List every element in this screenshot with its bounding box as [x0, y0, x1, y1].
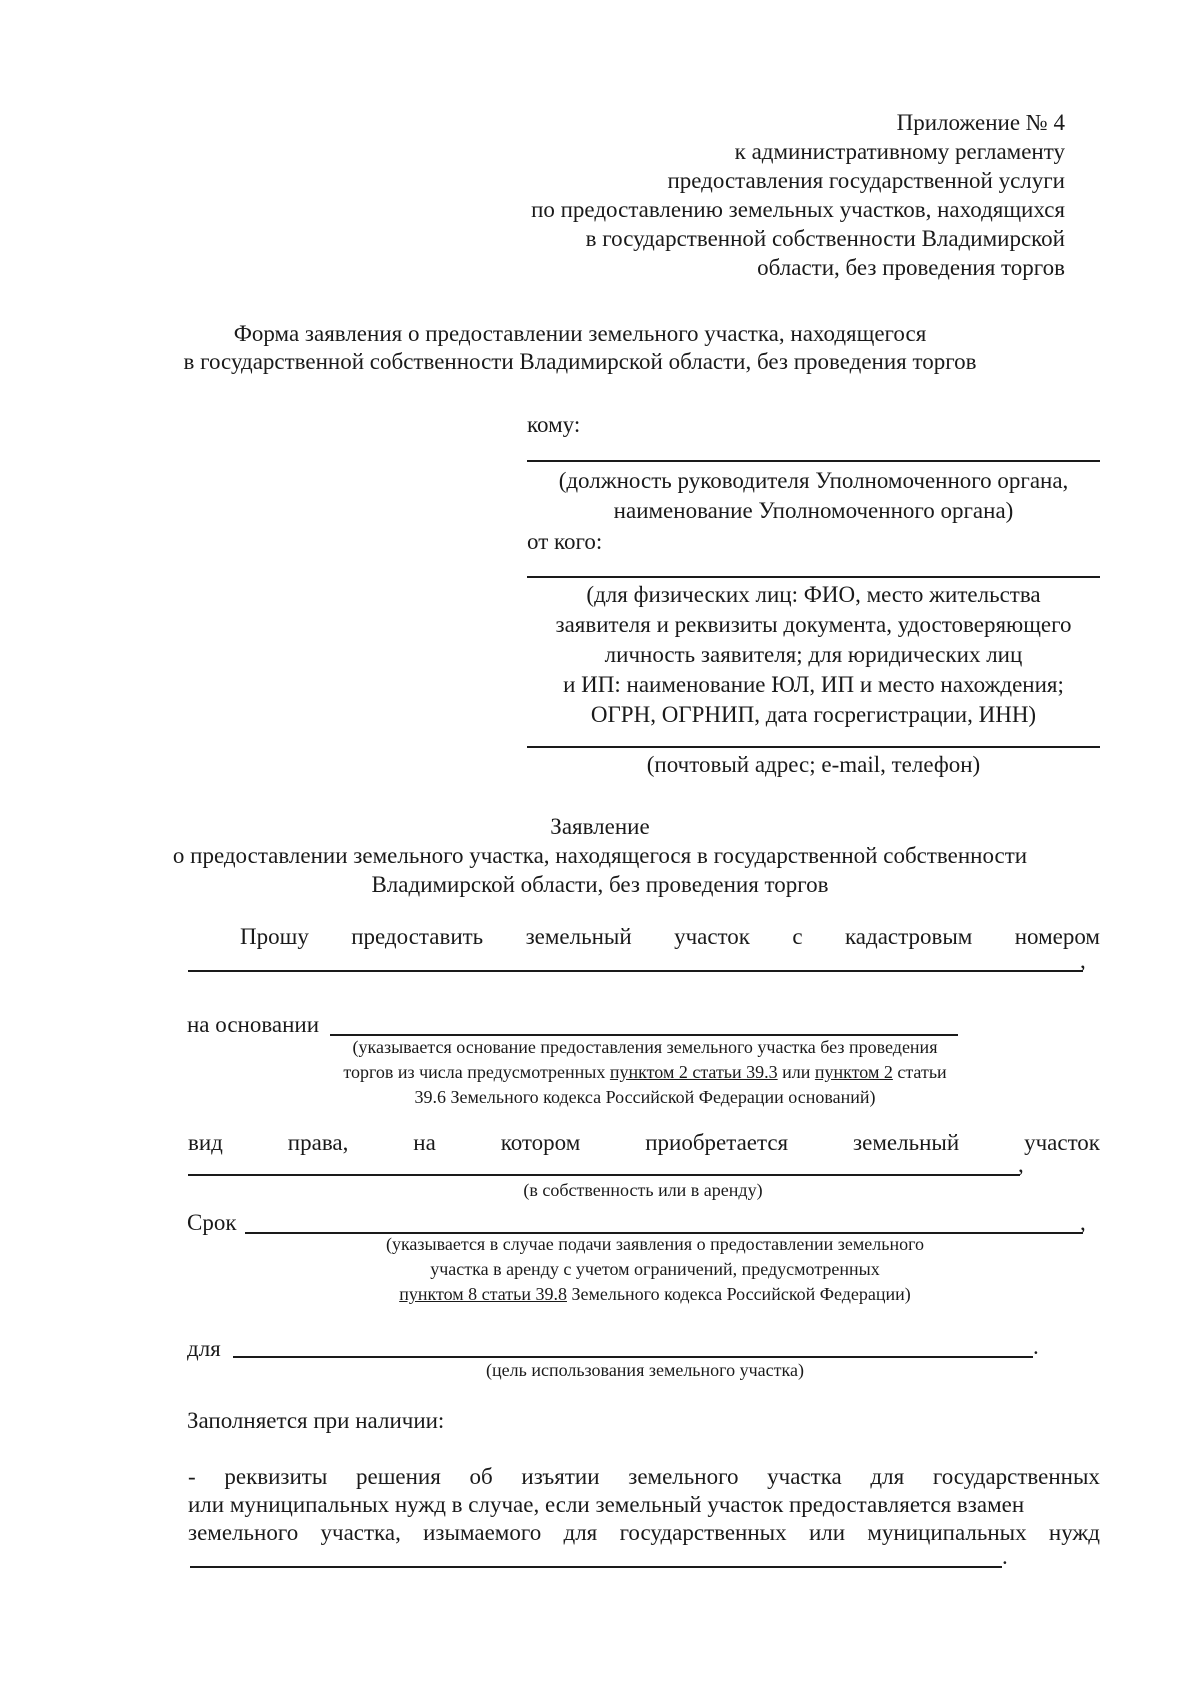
optional-paragraph-line: или муниципальных нужд в случае, если земельный участок предоставляется взамен	[188, 1492, 1025, 1517]
term-hint-line: пунктом 8 статьи 39.8 Земельного кодекса Российской Федерации)	[399, 1284, 911, 1304]
from-hint-line: (для физических лиц: ФИО, место жительства	[586, 582, 1041, 607]
cadastral-number-line[interactable]	[188, 970, 1083, 972]
form-title-line: в государственной собственности Владимирской области, без проведения торгов	[183, 349, 977, 374]
period: .	[1002, 1544, 1008, 1569]
request-line	[240, 922, 1100, 952]
appendix-title: Приложение № 4	[896, 110, 1065, 135]
appendix-line: к административному регламенту	[734, 139, 1065, 164]
optional-paragraph-line	[188, 1518, 1100, 1548]
from-hint-line: личность заявителя; для юридических лиц	[604, 642, 1023, 667]
term-hint	[290, 1232, 1020, 1307]
term-hint-line: (указывается в случае подачи заявления о предоставлении земельного	[385, 1234, 925, 1254]
statement-subtitle: о предоставлении земельного участка, находящегося в государственной собственности	[172, 843, 1028, 868]
optional-label: Заполняется при наличии:	[187, 1408, 445, 1433]
request-word: номером	[1014, 924, 1100, 949]
basis-hint	[240, 1035, 1050, 1110]
paragraph-word: нужд	[1048, 1520, 1100, 1545]
law-reference-link[interactable]: пунктом 8 статьи 39.8	[399, 1284, 567, 1304]
form-title-line: Форма заявления о предоставлении земельного участка, находящегося	[233, 321, 927, 346]
right-type-word: на	[413, 1130, 436, 1155]
paragraph-word: изымаемого	[423, 1520, 542, 1545]
appendix-line: области, без проведения торгов	[757, 255, 1065, 280]
comma: ,	[1018, 1152, 1024, 1177]
right-type-word: участок	[1024, 1130, 1100, 1155]
comma: ,	[1080, 948, 1086, 973]
statement-subtitle: Владимирской области, без проведения торгов	[371, 872, 829, 897]
paragraph-word: земельного	[188, 1520, 299, 1545]
to-hint-line: (должность руководителя Уполномоченного органа,	[558, 468, 1069, 493]
paragraph-word: изъятии	[521, 1464, 600, 1489]
appendix-line: предоставления государственной услуги	[667, 168, 1065, 193]
appendix-header	[365, 108, 1065, 282]
contact-blank-line[interactable]	[527, 746, 1100, 748]
from-hint-line: заявителя и реквизиты документа, удостоверяющего	[555, 612, 1072, 637]
purpose-label: для	[187, 1336, 221, 1361]
appendix-line: по предоставлению земельных участков, находящихся	[531, 197, 1065, 222]
to-label: кому:	[527, 412, 581, 437]
form-title	[160, 320, 1000, 376]
purpose-hint: (цель использования земельного участка)	[486, 1360, 804, 1380]
paragraph-word: государственных	[932, 1464, 1100, 1489]
from-hint-line: ОГРН, ОГРНИП, дата госрегистрации, ИНН)	[590, 702, 1037, 727]
right-type-line	[188, 1128, 1100, 1158]
to-hint-line: наименование Уполномоченного органа)	[613, 498, 1014, 523]
paragraph-word: или	[808, 1520, 846, 1545]
paragraph-word: решения	[356, 1464, 441, 1489]
to-blank-line[interactable]	[527, 460, 1100, 462]
paragraph-word: участка,	[320, 1520, 401, 1545]
from-blank-line[interactable]	[527, 576, 1100, 578]
comma: ,	[1080, 1210, 1086, 1235]
paragraph-word: реквизиты	[224, 1464, 328, 1489]
period: .	[1033, 1334, 1039, 1359]
term-hint-line: участка в аренду с учетом ограничений, предусмотренных	[430, 1259, 880, 1279]
paragraph-word: -	[188, 1464, 196, 1489]
from-hint	[527, 580, 1100, 730]
law-reference-link[interactable]: пунктом 2	[814, 1062, 893, 1082]
right-type-word: приобретается	[645, 1130, 789, 1155]
paragraph-word: земельного	[628, 1464, 739, 1489]
term-label: Срок	[187, 1210, 237, 1235]
right-type-blank-line[interactable]	[188, 1174, 1020, 1176]
request-word: участок	[674, 924, 750, 949]
paragraph-word: об	[469, 1464, 493, 1489]
basis-hint-line: торгов из числа предусмотренных пунктом 2 статьи 39.3 или пунктом 2 статьи	[343, 1062, 947, 1082]
request-word: Прошу	[240, 924, 309, 949]
paragraph-word: муниципальных	[867, 1520, 1027, 1545]
paragraph-word: участка	[767, 1464, 842, 1489]
right-type-word: вид	[188, 1130, 223, 1155]
basis-label: на основании	[187, 1012, 320, 1037]
from-label: от кого:	[527, 529, 603, 554]
to-hint	[527, 466, 1100, 526]
from-hint-line: и ИП: наименование ЮЛ, ИП и место нахождения;	[563, 672, 1064, 697]
request-word: с	[792, 924, 803, 949]
right-type-word: права,	[287, 1130, 349, 1155]
request-word: кадастровым	[844, 924, 973, 949]
law-reference-link[interactable]: пунктом 2 статьи 39.3	[609, 1062, 778, 1082]
appendix-line: в государственной собственности Владимирской	[585, 226, 1065, 251]
statement-heading	[130, 812, 1070, 899]
statement-title: Заявление	[550, 814, 650, 839]
right-type-hint: (в собственность или в аренду)	[523, 1180, 763, 1200]
basis-hint-line: 39.6 Земельного кодекса Российской Федерации оснований)	[414, 1087, 876, 1107]
basis-hint-line: (указывается основание предоставления земельного участка без проведения	[352, 1037, 938, 1057]
right-type-word: земельный	[853, 1130, 960, 1155]
paragraph-word: для	[563, 1520, 598, 1545]
seizure-decision-blank-line[interactable]	[190, 1566, 1002, 1568]
paragraph-word: для	[870, 1464, 905, 1489]
right-type-word: котором	[500, 1130, 581, 1155]
request-word: земельный	[525, 924, 632, 949]
contact-hint: (почтовый адрес; e-mail, телефон)	[646, 752, 981, 777]
optional-paragraph-line	[188, 1462, 1100, 1492]
paragraph-word: государственных	[619, 1520, 787, 1545]
request-word: предоставить	[351, 924, 484, 949]
